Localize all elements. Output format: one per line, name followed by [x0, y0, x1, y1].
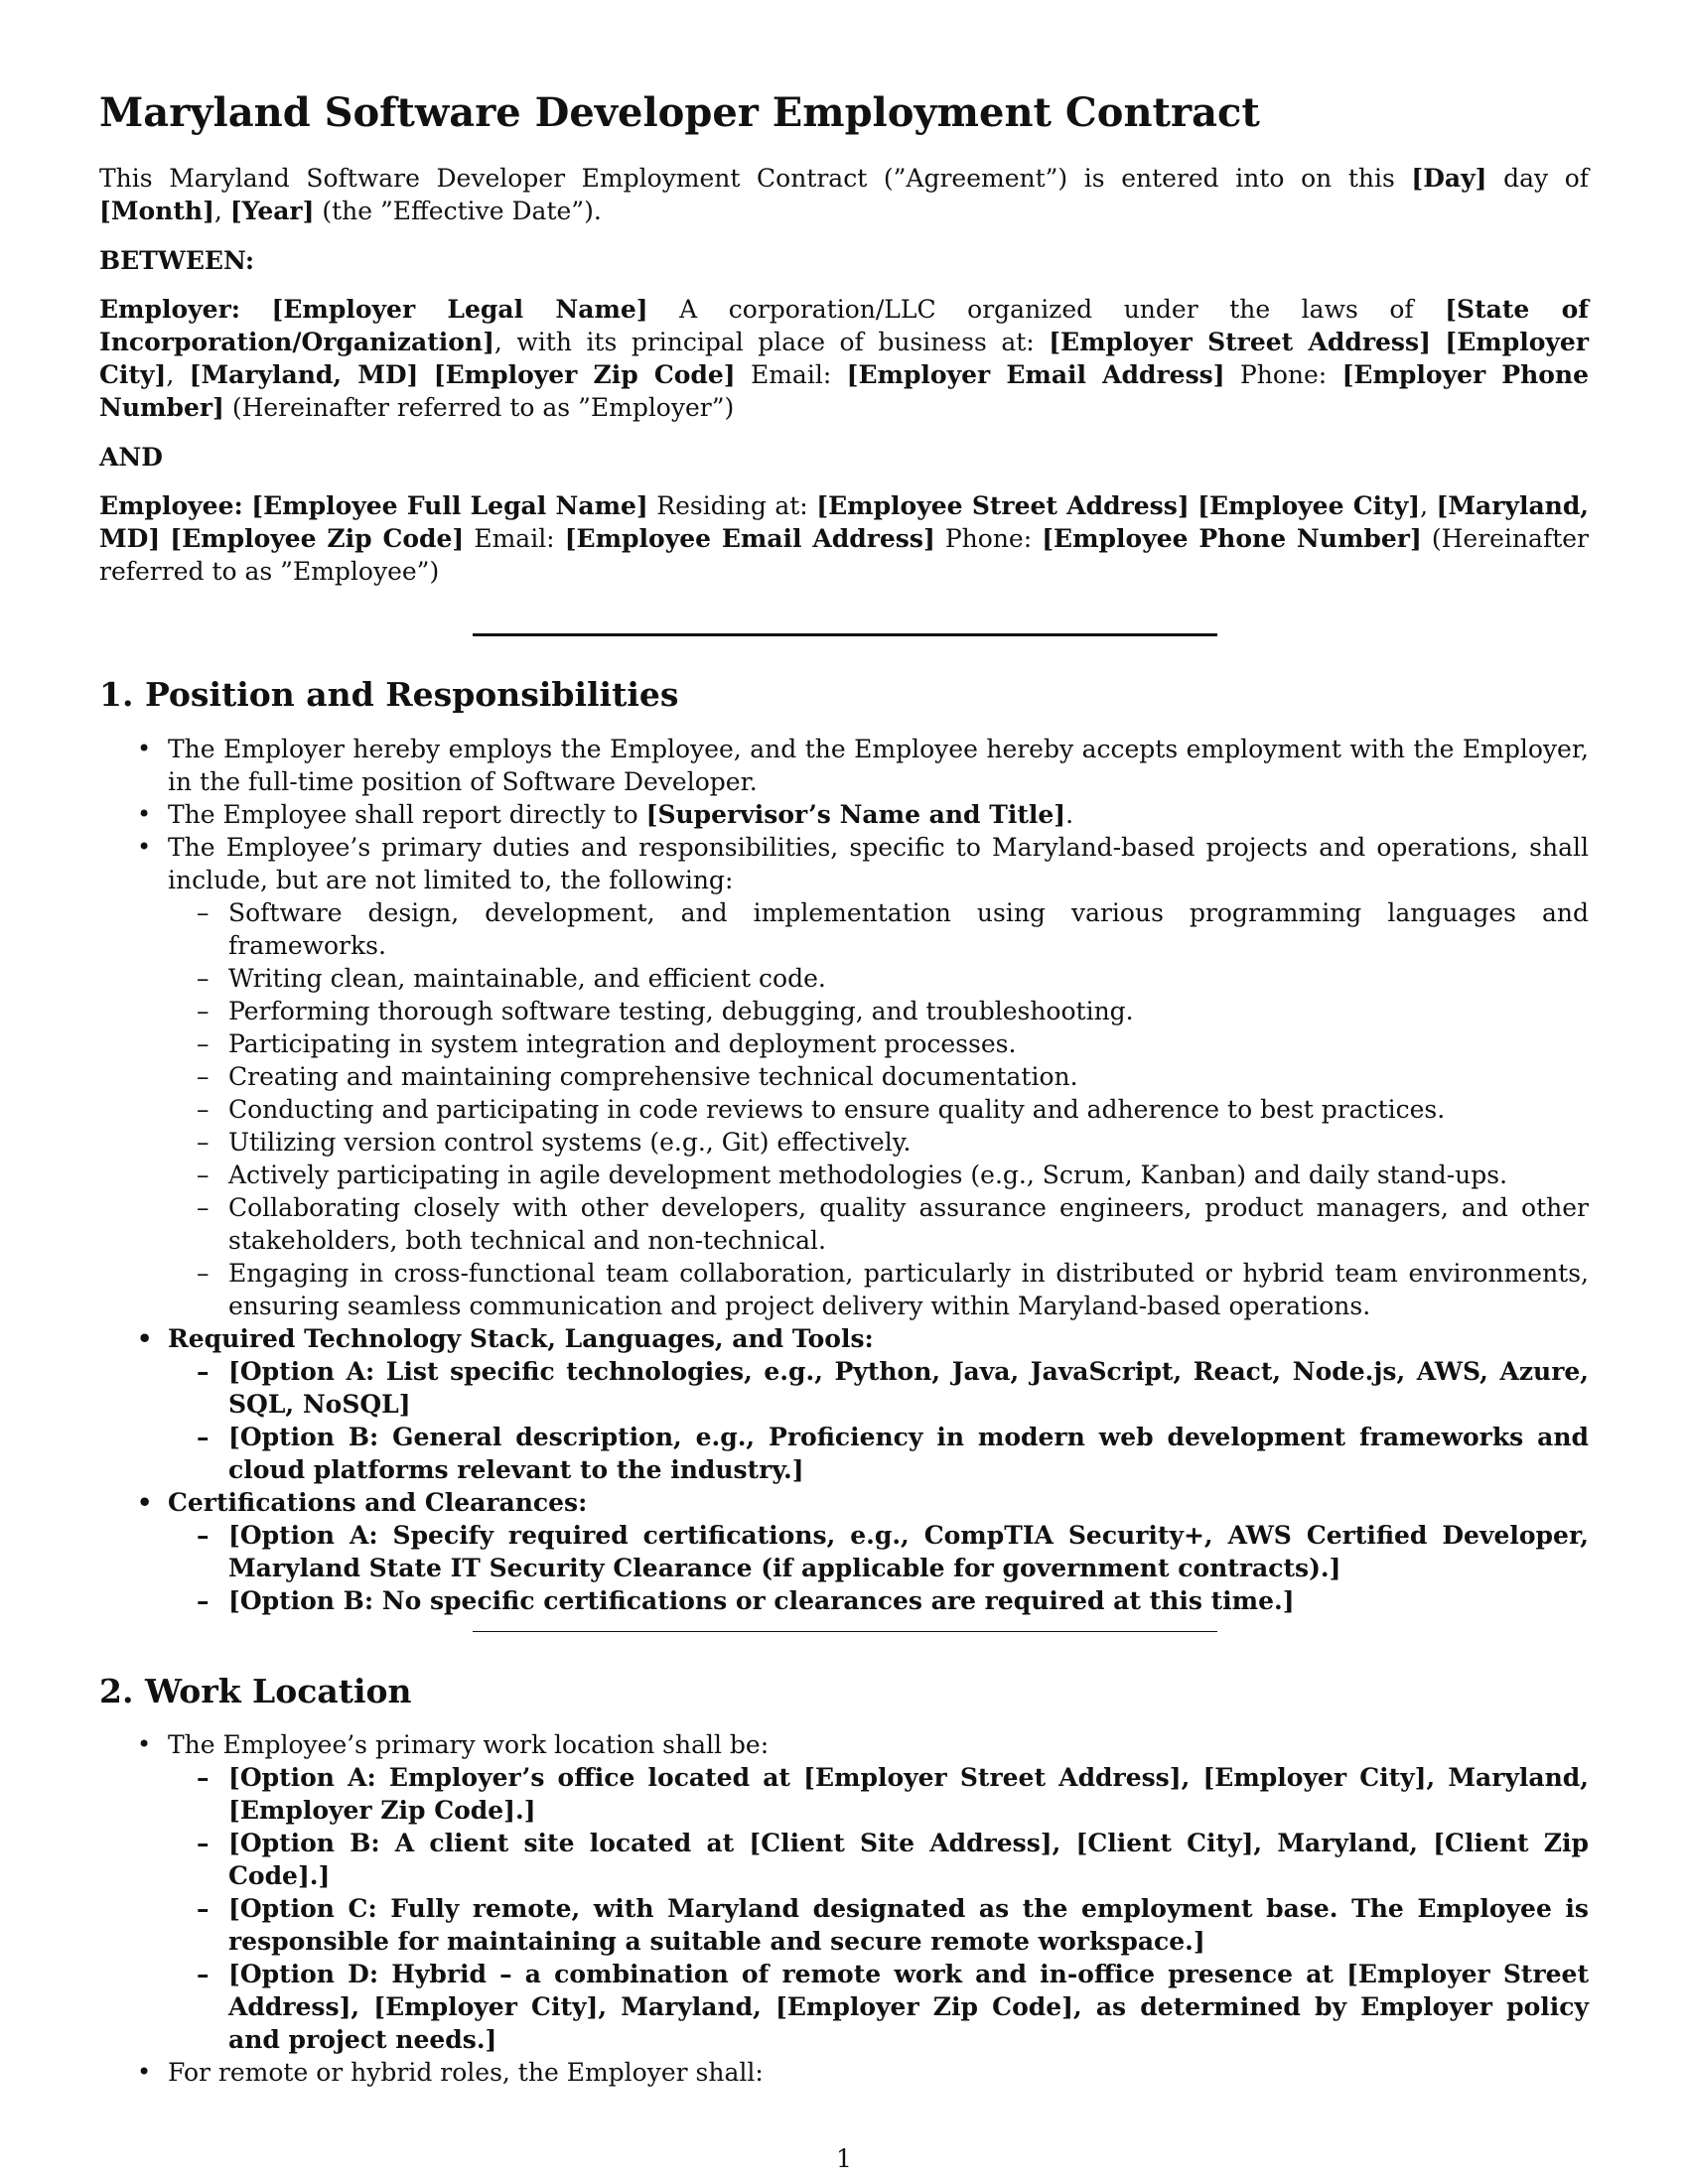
separator: , [166, 360, 190, 389]
employee-text: (Hereinafter referred to as ”Employee”) [99, 524, 1590, 586]
employer-paragraph [99, 293, 1589, 424]
duty-item: – Collaborating closely with other developers, quality assurance engineers, product managers, and other stakeholders, both technical and non-technical. [168, 1191, 1589, 1257]
intro-paragraph [99, 162, 1589, 227]
employee-text: Residing at: [647, 491, 817, 520]
month-placeholder: [Month] [99, 197, 214, 225]
section-2-list [99, 1728, 1589, 2089]
list-item [99, 798, 1589, 831]
duty-item: – Writing clean, maintainable, and efficient code. [168, 962, 1589, 995]
duty-item: – Conducting and participating in code reviews to ensure quality and adherence to best practices. [168, 1093, 1589, 1126]
cert-option: – [Option A: Specify required certifications, e.g., CompTIA Security+, AWS Certified Developer, Maryland State IT Security Clearance (if applicable for government contracts).] [168, 1519, 1589, 1584]
intro-text: , [213, 197, 230, 225]
location-option: – [Option A: Employer’s office located at [Employer Street Address], [Employer City], Maryland, [Employer Zip Code].] [168, 1761, 1589, 1827]
employer-state-of-incorporation: [State of Incorporation/Organization] [99, 295, 1589, 356]
employer-text: A corporation/LLC organized under the laws of [647, 295, 1446, 324]
employer-label: Employer: [99, 295, 240, 324]
list-item-text: For remote or hybrid roles, the Employer shall: [168, 2058, 764, 2087]
employer-zip: [Employer Zip Code] [433, 360, 736, 389]
certifications-heading: Certifications and Clearances: [168, 1488, 588, 1517]
document-title: Maryland Software Developer Employment Contract [99, 89, 1260, 136]
phone-label: Phone: [934, 524, 1043, 553]
separator: , [1420, 491, 1437, 520]
list-item [99, 831, 1589, 1322]
employer-legal-name: [Employer Legal Name] [271, 295, 648, 324]
employer-email: [Employer Email Address] [846, 360, 1225, 389]
intro-text: (the ”Effective Date”). [314, 197, 602, 225]
list-item [99, 1728, 1589, 2056]
list-item-text: . [1065, 800, 1074, 829]
list-item-text: The Employee shall report directly to [168, 800, 646, 829]
location-option: – [Option B: A client site located at [Client Site Address], [Client City], Maryland, [Client Zip Code].] [168, 1827, 1589, 1892]
employee-street: [Employee Street Address] [816, 491, 1190, 520]
list-item-text: The Employer hereby employs the Employee, and the Employee hereby accepts employment with the Employer, in the full-time position of Software Developer. [168, 735, 1589, 796]
employer-text: (Hereinafter referred to as ”Employer”) [223, 393, 735, 422]
list-item [99, 1322, 1589, 1486]
employee-full-name: [Employee Full Legal Name] [251, 491, 648, 520]
page-number: 1 [836, 2144, 852, 2173]
employer-city: [Employer City] [99, 328, 1590, 389]
duty-item: – Creating and maintaining comprehensive technical documentation. [168, 1060, 1589, 1093]
list-item [99, 2056, 1589, 2089]
list-item-text: The Employee’s primary duties and responsibilities, specific to Maryland-based projects and operations, shall include, but are not limited to, the following: [168, 833, 1589, 894]
employee-email: [Employee Email Address] [564, 524, 935, 553]
employer-text: , with its principal place of business at: [493, 328, 1050, 356]
duties-list [168, 896, 1589, 1322]
email-label: Email: [464, 524, 565, 553]
tech-options-list [168, 1355, 1589, 1486]
and-heading: AND [99, 443, 163, 472]
phone-label: Phone: [1224, 360, 1342, 389]
duty-item: – Actively participating in agile development methodologies (e.g., Scrum, Kanban) and daily stand-ups. [168, 1159, 1589, 1191]
employee-phone: [Employee Phone Number] [1042, 524, 1422, 553]
tech-option: – [Option A: List specific technologies, e.g., Python, Java, JavaScript, React, Node.js, AWS, Azure, SQL, NoSQL] [168, 1355, 1589, 1421]
list-item-text: The Employee’s primary work location shall be: [168, 1730, 770, 1759]
employee-city: [Employee City] [1197, 491, 1421, 520]
tech-option: – [Option B: General description, e.g., Proficiency in modern web development frameworks and cloud platforms relevant to the industry.] [168, 1421, 1589, 1486]
intro-text: This Maryland Software Developer Employment Contract (”Agreement”) is entered into on this [99, 164, 1412, 193]
employee-paragraph [99, 489, 1589, 588]
year-placeholder: [Year] [229, 197, 315, 225]
cert-option: – [Option B: No specific certifications or clearances are required at this time.] [168, 1584, 1589, 1617]
section-divider [473, 633, 1217, 636]
email-label: Email: [735, 360, 847, 389]
location-option: – [Option D: Hybrid – a combination of remote work and in-office presence at [Employer Street Address], [Employer City], Maryland, [Employer Zip Code], as determined by Employer policy and project needs.] [168, 1958, 1589, 2056]
employer-street: [Employer Street Address] [1049, 328, 1431, 356]
duty-item: – Participating in system integration and deployment processes. [168, 1027, 1589, 1060]
day-placeholder: [Day] [1411, 164, 1487, 193]
employer-phone: [Employer Phone Number] [99, 360, 1590, 422]
employee-zip: [Employee Zip Code] [170, 524, 465, 553]
employee-label: Employee: [99, 491, 243, 520]
section-1-list [99, 733, 1589, 1617]
employer-state: [Maryland, MD] [189, 360, 419, 389]
supervisor-placeholder: [Supervisor’s Name and Title] [645, 800, 1066, 829]
employee-state: [Maryland, MD] [99, 491, 1590, 553]
duty-item: – Software design, development, and implementation using various programming languages and frameworks. [168, 896, 1589, 962]
duty-item: – Utilizing version control systems (e.g., Git) effectively. [168, 1126, 1589, 1159]
document-page [99, 0, 1589, 2184]
location-option: – [Option C: Fully remote, with Maryland designated as the employment base. The Employee is responsible for maintaining a suitable and secure remote workspace.] [168, 1892, 1589, 1958]
intro-text: day of [1486, 164, 1590, 193]
section-divider [473, 1631, 1217, 1632]
section-2-title: 2. Work Location [99, 1672, 412, 1710]
tech-stack-heading: Required Technology Stack, Languages, and Tools: [168, 1324, 874, 1353]
cert-options-list [168, 1519, 1589, 1617]
list-item [99, 733, 1589, 798]
duty-item: – Performing thorough software testing, debugging, and troubleshooting. [168, 995, 1589, 1027]
section-1-title: 1. Position and Responsibilities [99, 675, 679, 714]
between-heading: BETWEEN: [99, 246, 255, 275]
list-item [99, 1486, 1589, 1617]
duty-item: – Engaging in cross-functional team collaboration, particularly in distributed or hybrid team environments, ensuring seamless communication and project delivery within Maryland-based operations. [168, 1257, 1589, 1322]
location-options-list [168, 1761, 1589, 2056]
